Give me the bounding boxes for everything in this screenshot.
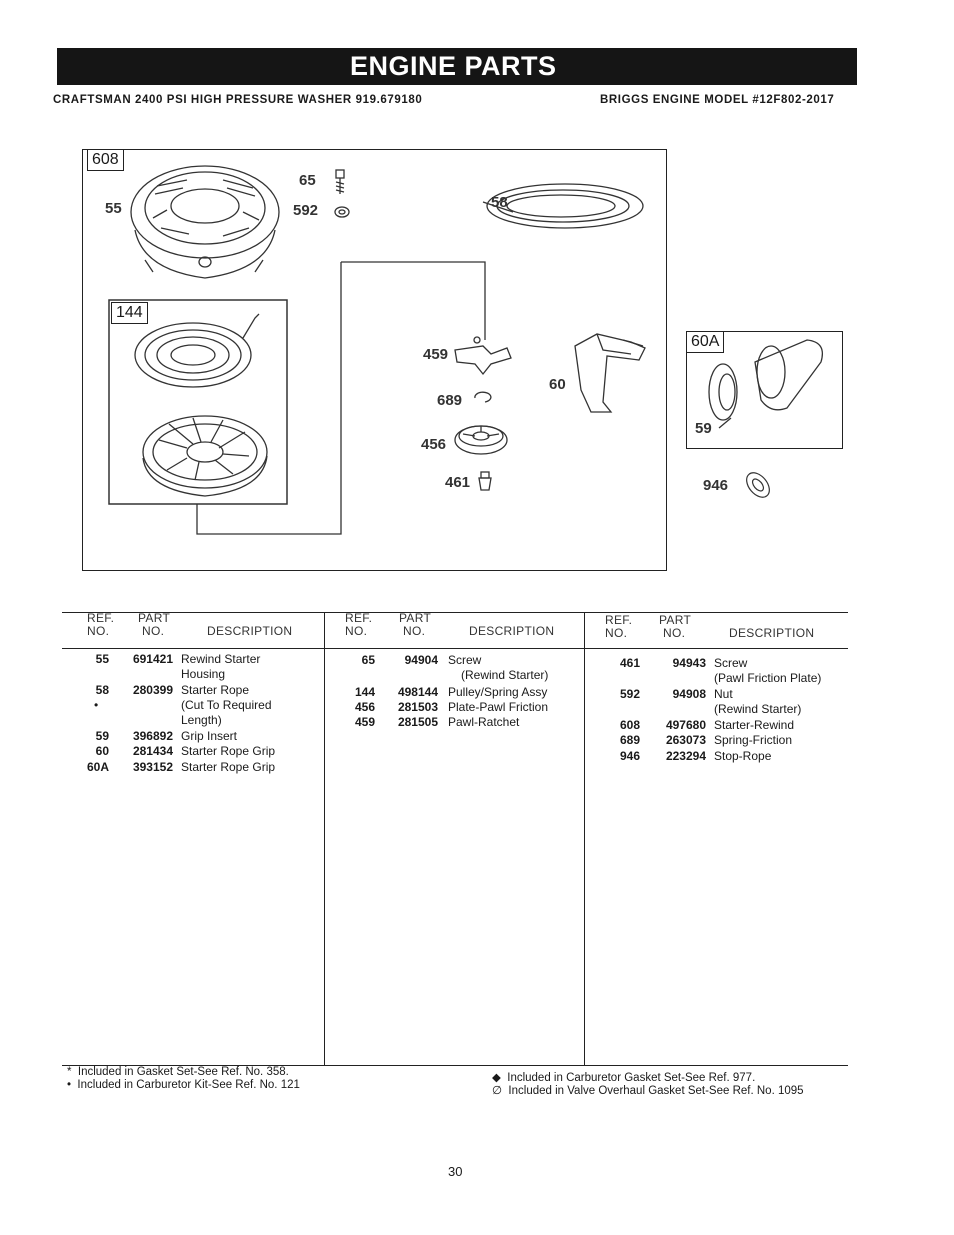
header-ref: REF. bbox=[605, 613, 633, 627]
footnote-carburetor-kit: • Included in Carburetor Kit-See Ref. No. 121 bbox=[67, 1079, 300, 1091]
callout-60: 60 bbox=[549, 376, 566, 393]
header-description: DESCRIPTION bbox=[729, 626, 815, 640]
rope-stop-drawing bbox=[738, 468, 778, 502]
callout-58: 58 bbox=[491, 194, 508, 211]
header-part: PART bbox=[138, 611, 171, 625]
pulley-spring-drawing bbox=[135, 314, 267, 496]
box-label-144: 144 bbox=[111, 302, 148, 324]
footnote-carburetor-gasket: ◆ Included in Carburetor Gasket Set-See Ref. 977. bbox=[492, 1072, 756, 1084]
parts-column-1: REF. NO. PART NO. DESCRIPTION 55 691421 Rewind Starter Housing 58 280399 Starter Rope • (Cut To Required Length) 59 396892 Grip Insert 60 281434 Starter Rope Grip 60A 393152 Starter Rope Grip bbox=[86, 611, 293, 774]
exploded-parts-diagram bbox=[82, 149, 667, 571]
callout-459: 459 bbox=[423, 346, 449, 363]
header-ref-no: NO. bbox=[87, 624, 110, 638]
title-banner bbox=[57, 48, 857, 85]
engine-model: BRIGGS ENGINE MODEL #12F802-2017 bbox=[600, 94, 835, 106]
friction-spring-drawing bbox=[475, 392, 491, 402]
box-label-608: 608 bbox=[87, 149, 124, 171]
callout-59: 59 bbox=[695, 420, 712, 437]
product-model: CRAFTSMAN 2400 PSI HIGH PRESSURE WASHER 919.679180 bbox=[53, 94, 423, 106]
callout-55: 55 bbox=[105, 200, 122, 217]
callout-65: 65 bbox=[299, 172, 316, 189]
parts-column-3: REF. NO. PART NO. DESCRIPTION 461 94943 Screw (Pawl Friction Plate) 592 94908 Nut (Rewind Starter) 608 497680 Starter-Rewind 689 263073 Spring-Friction 946 223294 Stop-Rope bbox=[584, 613, 849, 1065]
callout-456: 456 bbox=[421, 436, 447, 453]
callout-461: 461 bbox=[445, 474, 471, 491]
header-part-no: NO. bbox=[663, 626, 686, 640]
header-ref: REF. bbox=[345, 611, 373, 625]
plate-screw-drawing bbox=[479, 472, 491, 490]
header-part-no: NO. bbox=[142, 624, 165, 638]
screw-nut-drawing bbox=[335, 170, 349, 217]
starter-rope-grip-drawing bbox=[575, 334, 645, 412]
callout-592: 592 bbox=[293, 202, 319, 219]
diagram-drawing bbox=[83, 150, 666, 570]
page-title: ENGINE PARTS bbox=[350, 51, 557, 81]
footnote-valve-overhaul: ∅ Included in Valve Overhaul Gasket Set-See Ref. No. 1095 bbox=[492, 1085, 804, 1097]
parts-column-2: REF. NO. PART NO. DESCRIPTION 65 94904 Screw (Rewind Starter) 144 498144 Pulley/Spring Assy 456 281503 Plate-Pawl Friction 459 281505 Pawl-Ratchet bbox=[324, 613, 585, 1065]
header-part-no: NO. bbox=[403, 624, 426, 638]
header-ref-no: NO. bbox=[345, 624, 368, 638]
header-ref: REF. bbox=[87, 611, 115, 625]
pawl-ratchet-drawing bbox=[455, 337, 511, 374]
callout-689: 689 bbox=[437, 392, 463, 409]
header-description: DESCRIPTION bbox=[469, 624, 555, 638]
header-ref-no: NO. bbox=[605, 626, 628, 640]
header-part: PART bbox=[399, 611, 432, 625]
inset-60a bbox=[686, 331, 843, 449]
footnote-gasket-set: * Included in Gasket Set-See Ref. No. 358. bbox=[67, 1066, 289, 1078]
box-label-60a: 60A bbox=[686, 331, 724, 353]
friction-plate-drawing bbox=[455, 426, 507, 454]
page-number: 30 bbox=[448, 1164, 463, 1179]
callout-946: 946 bbox=[703, 477, 729, 494]
parts-list-table bbox=[62, 612, 848, 1066]
header-description: DESCRIPTION bbox=[207, 624, 293, 638]
starter-housing-drawing bbox=[131, 166, 279, 278]
header-part: PART bbox=[659, 613, 692, 627]
